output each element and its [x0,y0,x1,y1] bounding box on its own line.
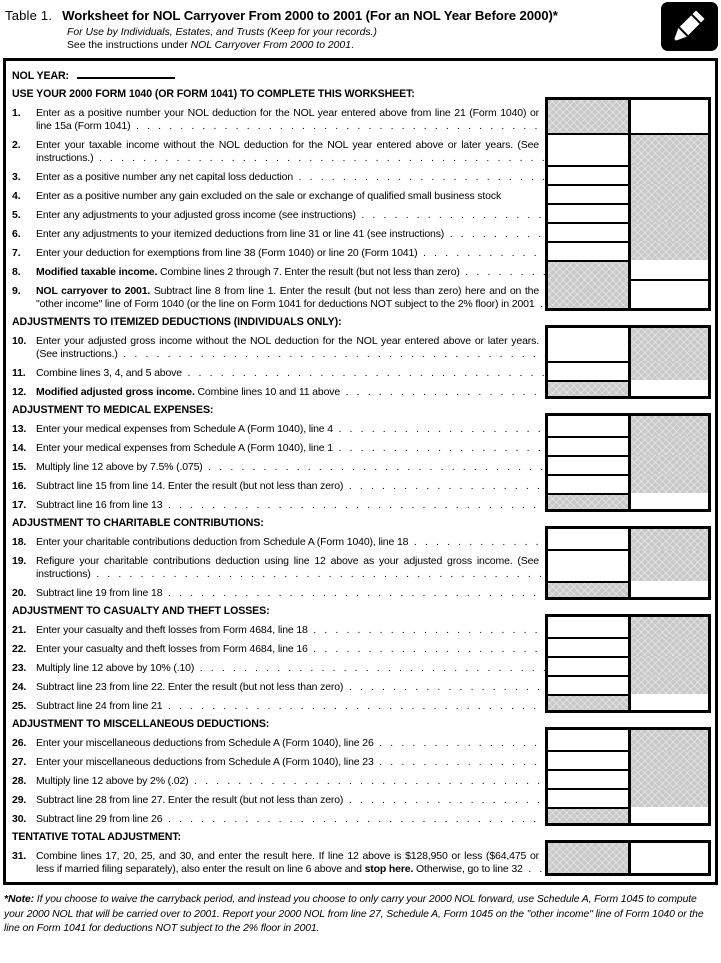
worksheet-line-19 [12,549,711,581]
worksheet-line-13 [12,417,711,436]
line-27-entry-cell[interactable] [545,750,628,769]
line-text [36,133,545,165]
worksheet-line-9 [12,279,711,311]
line-text [36,844,545,876]
amount-box-column [545,436,711,455]
line-text-bold: stop here. [364,863,414,875]
worksheet-line-14 [12,436,711,455]
amount-box-column [545,184,711,203]
line-18-entry-cell[interactable] [545,526,628,549]
line-text [36,788,545,807]
line-23-entry-cell[interactable] [545,656,628,675]
line-text [36,474,545,493]
worksheet-line-26 [12,731,711,750]
amount-box-column [545,380,711,399]
section-header: ADJUSTMENT TO CASUALTY AND THEFT LOSSES: [12,605,270,617]
worksheet-line-31 [12,844,711,876]
dot-leader [356,209,545,222]
line-number: 14. [12,442,27,454]
line-number: 27. [12,756,27,768]
line-text-segment: Subtract line 28 from line 27. Enter the result (but not less than zero) [36,794,344,806]
line-22-shaded-cell [628,637,711,656]
line-text [36,807,545,826]
line-text-segment: Enter any adjustments to your adjusted gross income (see instructions) [36,209,356,221]
line-30-result-cell[interactable] [628,807,711,826]
line-text [36,493,545,512]
amount-box-column [545,788,711,807]
dot-leader [162,700,545,713]
line-text-segment: Subtract line 8 from line 1. Enter the result (but not less than zero) here and on the "other income" line of Form 1040 (or the line on Form 1041 for deductions NOT subject to the 2% floor) in 2001 [36,285,540,310]
line-text [36,618,545,637]
worksheet-line-22 [12,637,711,656]
line-text [36,260,545,279]
line-text [36,165,545,184]
line-14-shaded-cell [628,436,711,455]
line-22-entry-cell[interactable] [545,637,628,656]
line-text-segment: Refigure your charitable contributions deduction using line 12 above as your adjusted gross income. (See instructions) [36,555,539,580]
line-text-segment: Enter your charitable contributions deduction from Schedule A (Form 1040), line 18 [36,536,409,548]
line-number: 7. [12,247,21,259]
line-6-entry-cell[interactable] [545,222,628,241]
line-number: 16. [12,480,27,492]
line-text [36,530,545,549]
dot-leader [460,266,545,279]
dot-leader [444,228,545,241]
line-text [36,549,545,581]
line-25-result-cell[interactable] [628,694,711,713]
line-number: 24. [12,681,27,693]
line-text [36,361,545,380]
line-8-shaded-cell [545,260,628,279]
line-number: 1. [12,107,21,119]
line-12-shaded-cell [545,380,628,399]
worksheet-line-16 [12,474,711,493]
line-text-segment: Otherwise, go to line 32 [413,863,523,875]
line-29-entry-cell[interactable] [545,788,628,807]
worksheet-line-10 [12,329,711,361]
line-text-segment: Enter your medical expenses from Schedule A (Form 1040), line 1 [36,442,333,454]
amount-box-column [545,64,711,83]
line-5-entry-cell[interactable] [545,203,628,222]
line-number: 12. [12,386,27,398]
line-text-segment: Enter your casualty and theft losses from Form 4684, line 16 [36,643,308,655]
dot-leader [91,568,545,581]
worksheet-line-30 [12,807,711,826]
subtitle-use: For Use by Individuals, Estates, and Trusts (Keep for your records.) [67,27,377,38]
line-text-segment: Enter your adjusted gross income without the NOL deduction for the NOL year entered above or later years. (See instructions.) [36,335,539,360]
section-header: TENTATIVE TOTAL ADJUSTMENT: [12,831,181,843]
line-6-shaded-cell [628,222,711,241]
line-text [36,184,545,203]
line-17-shaded-cell [545,493,628,512]
line-26-shaded-cell [628,727,711,750]
section-header: ADJUSTMENTS TO ITEMIZED DEDUCTIONS (INDIVIDUALS ONLY): [12,316,342,328]
worksheet-line-27 [12,750,711,769]
line-text-segment: Combine lines 2 through 7. Enter the result (but not less than zero) [157,266,460,278]
dot-leader [523,863,545,876]
worksheet-line-5 [12,203,711,222]
line-31-shaded-cell [545,840,628,876]
line-text [36,731,545,750]
line-18-shaded-cell [628,526,711,549]
amount-box-column [545,581,711,600]
footnote [4,893,717,937]
worksheet-line-25 [12,694,711,713]
dot-leader [93,152,545,165]
line-3-entry-cell[interactable] [545,165,628,184]
line-number: 22. [12,643,27,655]
line-number: 19. [12,555,27,567]
worksheet-line-12 [12,380,711,399]
line-text-bold: Modified adjusted gross income. [36,386,195,398]
line-31-result-cell[interactable] [628,840,711,876]
line-21-entry-cell[interactable] [545,614,628,637]
line-text-segment: Subtract line 19 from line 18 [36,587,163,599]
line-16-entry-cell[interactable] [545,474,628,493]
section-header: USE YOUR 2000 FORM 1040 (OR FORM 1041) TO COMPLETE THIS WORKSHEET: [12,88,415,100]
line-9-shaded-cell [545,279,628,311]
line-text-segment: Multiply line 12 above by 2% (.02) [36,775,189,787]
line-20-shaded-cell [545,581,628,600]
line-28-entry-cell[interactable] [545,769,628,788]
line-text-segment: Enter any adjustments to your itemized deductions from line 31 or line 41 (see instructions) [36,228,445,240]
dot-leader [333,442,545,455]
line-24-entry-cell[interactable] [545,675,628,694]
worksheet-line-11 [12,361,711,380]
line-text-segment: Combine lines 17, 20, 25, and 30, and enter the result here. If line 12 above is $128,950 or less ($64,475 or less if married filing separately), also enter the result on line 6 above and [36,850,539,875]
worksheet-line-2 [12,133,711,165]
line-13-entry-cell[interactable] [545,413,628,436]
line-number: 10. [12,335,27,347]
line-10-shaded-cell [628,325,711,361]
amount-box-column [545,694,711,713]
line-number: 30. [12,813,27,825]
amount-box-column [545,361,711,380]
line-text [36,637,545,656]
worksheet-line-23 [12,656,711,675]
dot-leader [194,662,545,675]
dot-leader [188,775,545,788]
line-text-segment: Combine lines 10 and 11 above [194,386,341,398]
line-text-bold: Modified taxable income. [36,266,158,278]
dot-leader [417,247,545,260]
line-number: 9. [12,285,21,297]
footnote-text: If you choose to waive the carryback period, and instead you choose to only carry your 2000 NOL forward, use Schedule A, Form 1045 to compute your 2000 NOL that will be carried over to 2001. Report your 2000 NOL from line 27, Schedule A, Form 1045 on the "other income" line of Form 1040 or the line on Form 1041 for deductions NOT subject to the 2% floor in 2001. [4,894,704,934]
amount-box-column [545,493,711,512]
amount-box-column [545,279,711,311]
amount-box-column [545,203,711,222]
amount-box-column [545,807,711,826]
amount-box-column [545,769,711,788]
dot-leader [340,386,545,399]
nol-year-row [12,64,711,83]
dot-leader [408,536,545,549]
line-text-segment: Enter your deduction for exemptions from line 38 (Form 1040) or line 20 (Form 1041) [36,247,418,259]
worksheet-line-17 [12,493,711,512]
amount-box-column [545,455,711,474]
line-text-segment: Subtract line 29 from line 26 [36,813,163,825]
line-text [36,380,545,399]
line-text [36,694,545,713]
line-19-entry-cell[interactable] [545,549,628,581]
line-text [36,750,545,769]
line-number: 2. [12,139,21,151]
line-text-segment: Subtract line 24 from line 21 [36,700,163,712]
line-15-shaded-cell [628,455,711,474]
line-13-shaded-cell [628,413,711,436]
line-12-result-cell[interactable] [628,380,711,399]
line-2-shaded-cell [628,133,711,165]
dot-leader [374,737,545,750]
line-9-result-cell[interactable] [628,279,711,311]
line-1-result-cell[interactable] [628,97,711,133]
line-25-shaded-cell [545,694,628,713]
line-14-entry-cell[interactable] [545,436,628,455]
dot-leader [343,480,545,493]
line-text-bold: NOL carryover to 2001. [36,285,151,297]
line-number: 23. [12,662,27,674]
line-number: 13. [12,423,27,435]
worksheet-line-15 [12,455,711,474]
dot-leader [308,624,545,637]
footnote-label: *Note: [4,894,34,905]
line-23-shaded-cell [628,656,711,675]
line-11-shaded-cell [628,361,711,380]
line-17-result-cell[interactable] [628,493,711,512]
worksheet-line-29 [12,788,711,807]
dot-leader [343,794,545,807]
amount-box-column [545,637,711,656]
worksheet-line-24 [12,675,711,694]
worksheet-line-18 [12,530,711,549]
line-number: 4. [12,190,21,202]
amount-box-column [545,133,711,165]
line-7-shaded-cell [628,241,711,260]
line-text-segment: Enter as a positive number any gain excluded on the sale or exchange of qualified small business stock [36,190,502,202]
line-text [36,769,545,788]
line-text [36,581,545,600]
table-label: Table 1. [5,8,53,23]
line-number: 31. [12,850,27,862]
line-8-result-cell[interactable] [628,260,711,279]
line-30-shaded-cell [545,807,628,826]
line-number: 5. [12,209,21,221]
dot-leader [118,348,545,361]
line-text [36,455,545,474]
dot-leader [333,423,545,436]
line-text-segment: Enter your miscellaneous deductions from Schedule A (Form 1040), line 26 [36,737,374,749]
line-number: 17. [12,499,27,511]
document-header [0,0,721,52]
line-text [36,241,545,260]
line-text [36,222,545,241]
line-number: 15. [12,461,27,473]
dot-leader [130,120,545,133]
line-10-entry-cell[interactable] [545,325,628,361]
line-text-segment: Enter as a positive number your NOL deduction for the NOL year entered above from line 21 (Form 1040) or line 15a (Form 1041) [36,107,539,132]
section-header: ADJUSTMENT TO CHARITABLE CONTRIBUTIONS: [12,517,264,529]
amount-box-column [545,101,711,133]
line-text [36,675,545,694]
line-text [36,279,545,311]
dot-leader [308,643,545,656]
line-text-segment: Enter your medical expenses from Schedule A (Form 1040), line 4 [36,423,333,435]
line-text [36,101,545,133]
amount-box-column [545,656,711,675]
worksheet-line-7 [12,241,711,260]
line-11-entry-cell[interactable] [545,361,628,380]
amount-box-column [545,530,711,549]
line-text [36,417,545,436]
dot-leader [535,298,545,311]
amount-box-column [545,329,711,361]
line-text [36,436,545,455]
line-text-segment: Subtract line 15 from line 14. Enter the result (but not less than zero) [36,480,344,492]
worksheet [3,58,718,885]
amount-box-column [545,549,711,581]
pencil-icon [661,2,718,51]
line-16-shaded-cell [628,474,711,493]
line-text-segment: Enter as a positive number any net capital loss deduction [36,171,294,183]
line-text-segment: Subtract line 16 from line 13 [36,499,163,511]
line-number: 26. [12,737,27,749]
line-text-segment: Multiply line 12 above by 7.5% (.075) [36,461,203,473]
worksheet-line-1 [12,101,711,133]
line-29-shaded-cell [628,788,711,807]
amount-box-column [545,618,711,637]
line-number: 21. [12,624,27,636]
line-text [36,329,545,361]
amount-box-column [545,165,711,184]
amount-box-column [545,844,711,876]
line-28-shaded-cell [628,769,711,788]
section-header: ADJUSTMENT TO MISCELLANEOUS DEDUCTIONS: [12,718,270,730]
nol-year-input[interactable] [77,67,175,79]
line-text [36,656,545,675]
line-2-entry-cell[interactable] [545,133,628,165]
line-number: 29. [12,794,27,806]
line-number: 25. [12,700,27,712]
line-24-shaded-cell [628,675,711,694]
line-4-entry-cell[interactable] [545,184,628,203]
worksheet-line-21 [12,618,711,637]
dot-leader [162,813,545,826]
line-number: 20. [12,587,27,599]
line-number: 18. [12,536,27,548]
dot-leader [162,499,545,512]
amount-box-column [545,474,711,493]
line-number: 3. [12,171,21,183]
line-21-shaded-cell [628,614,711,637]
line-text-segment: Subtract line 23 from line 22. Enter the result (but not less than zero) [36,681,344,693]
worksheet-line-20 [12,581,711,600]
amount-box-column [545,731,711,750]
worksheet-line-4 [12,184,711,203]
line-text-segment: Multiply line 12 above by 10% (.10) [36,662,195,674]
worksheet-line-3 [12,165,711,184]
page-title: Worksheet for NOL Carryover From 2000 to 2001 (For an NOL Year Before 2000)* [62,8,558,23]
line-number: 8. [12,266,21,278]
line-19-shaded-cell [628,549,711,581]
worksheet-line-28 [12,769,711,788]
line-number: 28. [12,775,27,787]
line-text-segment: Enter your taxable income without the NOL deduction for the NOL year entered above or later years. (See instructions.) [36,139,539,164]
line-text-segment: Enter your miscellaneous deductions from Schedule A (Form 1040), line 23 [36,756,374,768]
line-4-shaded-cell [628,184,711,203]
line-1-shaded-cell [545,97,628,133]
line-26-entry-cell[interactable] [545,727,628,750]
dot-leader [343,681,545,694]
line-5-shaded-cell [628,203,711,222]
line-number: 11. [12,367,26,379]
line-text [36,203,545,222]
amount-box-column [545,260,711,279]
line-27-shaded-cell [628,750,711,769]
dot-leader [374,756,545,769]
amount-box-column [545,750,711,769]
amount-box-column [545,241,711,260]
worksheet-line-8 [12,260,711,279]
dot-leader [162,587,545,600]
amount-box-column [545,417,711,436]
line-3-shaded-cell [628,165,711,184]
dot-leader [293,171,545,184]
amount-box-column [545,675,711,694]
line-20-result-cell[interactable] [628,581,711,600]
dot-leader [182,367,545,380]
dot-leader [203,461,545,474]
line-15-entry-cell[interactable] [545,455,628,474]
line-text-segment: Combine lines 3, 4, and 5 above [36,367,182,379]
amount-box-column [545,222,711,241]
subtitle-see: See the instructions under NOL Carryover From 2000 to 2001. [67,40,354,51]
line-text-segment: Enter your casualty and theft losses from Form 4684, line 18 [36,624,308,636]
section-header: ADJUSTMENT TO MEDICAL EXPENSES: [12,404,214,416]
line-number: 6. [12,228,21,240]
worksheet-line-6 [12,222,711,241]
nol-year-label: NOL YEAR: [12,64,175,83]
line-7-entry-cell[interactable] [545,241,628,260]
